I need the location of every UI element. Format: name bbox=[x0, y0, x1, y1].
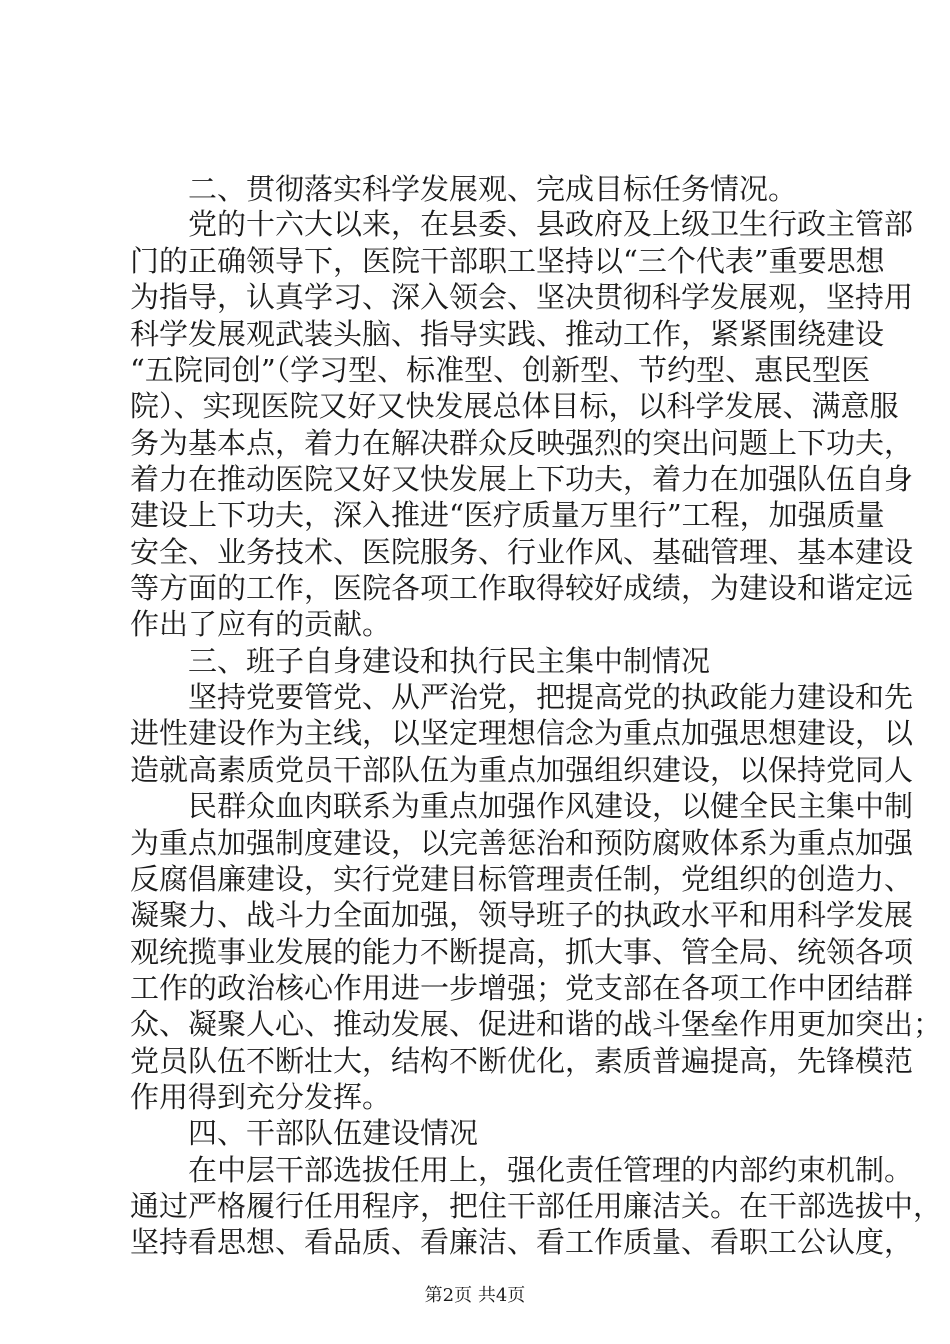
paragraph-line: 坚持看思想、看品质、看廉洁、看工作质量、看职工公认度， bbox=[130, 1225, 914, 1259]
paragraph-line: 在中层干部选拔任用上，强化责任管理的内部约束机制。 bbox=[188, 1153, 914, 1187]
paragraph-line: 为指导，认真学习、深入领会、坚决贯彻科学发展观，坚持用 bbox=[130, 280, 914, 314]
paragraph-line: 进性建设作为主线，以坚定理想信念为重点加强思想建设，以 bbox=[130, 716, 914, 750]
paragraph-line: 务为基本点，着力在解决群众反映强烈的突出问题上下功夫， bbox=[130, 426, 914, 460]
section-heading-4: 四、干部队伍建设情况 bbox=[188, 1116, 479, 1150]
paragraph-line: 通过严格履行任用程序，把住干部任用廉洁关。在干部选拔中， bbox=[130, 1189, 943, 1223]
paragraph-line: 等方面的工作，医院各项工作取得较好成绩，为建设和谐定远 bbox=[130, 571, 914, 605]
paragraph-line: 民群众血肉联系为重点加强作风建设，以健全民主集中制 bbox=[188, 789, 914, 823]
paragraph-line: 凝聚力、战斗力全面加强，领导班子的执政水平和用科学发展 bbox=[130, 898, 914, 932]
paragraph-line: 安全、业务技术、医院服务、行业作风、基础管理、基本建设 bbox=[130, 535, 914, 569]
paragraph-line: 院）、实现医院又好又快发展总体目标，以科学发展、满意服 bbox=[130, 389, 899, 423]
paragraph-line: 建设上下功夫，深入推进“医疗质量万里行”工程，加强质量 bbox=[130, 498, 885, 532]
paragraph-line: 着力在推动医院又好又快发展上下功夫，着力在加强队伍自身 bbox=[130, 462, 914, 496]
paragraph-line: 坚持党要管党、从严治党，把提高党的执政能力建设和先 bbox=[188, 680, 914, 714]
paragraph-line: 党的十六大以来，在县委、县政府及上级卫生行政主管部 bbox=[188, 207, 914, 241]
page-number-footer: 第2页 共4页 bbox=[424, 1285, 526, 1306]
section-heading-2: 二、贯彻落实科学发展观、完成目标任务情况。 bbox=[188, 172, 798, 206]
paragraph-line: 众、凝聚人心、推动发展、促进和谐的战斗堡垒作用更加突出； bbox=[130, 1007, 943, 1041]
paragraph-line: 科学发展观武装头脑、指导实践、推动工作，紧紧围绕建设 bbox=[130, 317, 885, 351]
paragraph-line: 工作的政治核心作用进一步增强；党支部在各项工作中团结群 bbox=[130, 971, 914, 1005]
paragraph-line: 作出了应有的贡献。 bbox=[130, 607, 392, 641]
paragraph-line: 作用得到充分发挥。 bbox=[130, 1080, 392, 1114]
paragraph-line: 观统揽事业发展的能力不断提高，抓大事、管全局、统领各项 bbox=[130, 935, 914, 969]
paragraph-line: 造就高素质党员干部队伍为重点加强组织建设，以保持党同人 bbox=[130, 753, 914, 787]
paragraph-line: 反腐倡廉建设，实行党建目标管理责任制，党组织的创造力、 bbox=[130, 862, 914, 896]
paragraph-line: 门的正确领导下，医院干部职工坚持以“三个代表”重要思想 bbox=[130, 244, 885, 278]
section-heading-3: 三、班子自身建设和执行民主集中制情况 bbox=[188, 644, 711, 678]
paragraph-line: “五院同创”（学习型、标准型、创新型、节约型、惠民型医 bbox=[130, 353, 871, 387]
paragraph-line: 为重点加强制度建设，以完善惩治和预防腐败体系为重点加强 bbox=[130, 826, 914, 860]
paragraph-line: 党员队伍不断壮大，结构不断优化，素质普遍提高，先锋模范 bbox=[130, 1044, 914, 1078]
